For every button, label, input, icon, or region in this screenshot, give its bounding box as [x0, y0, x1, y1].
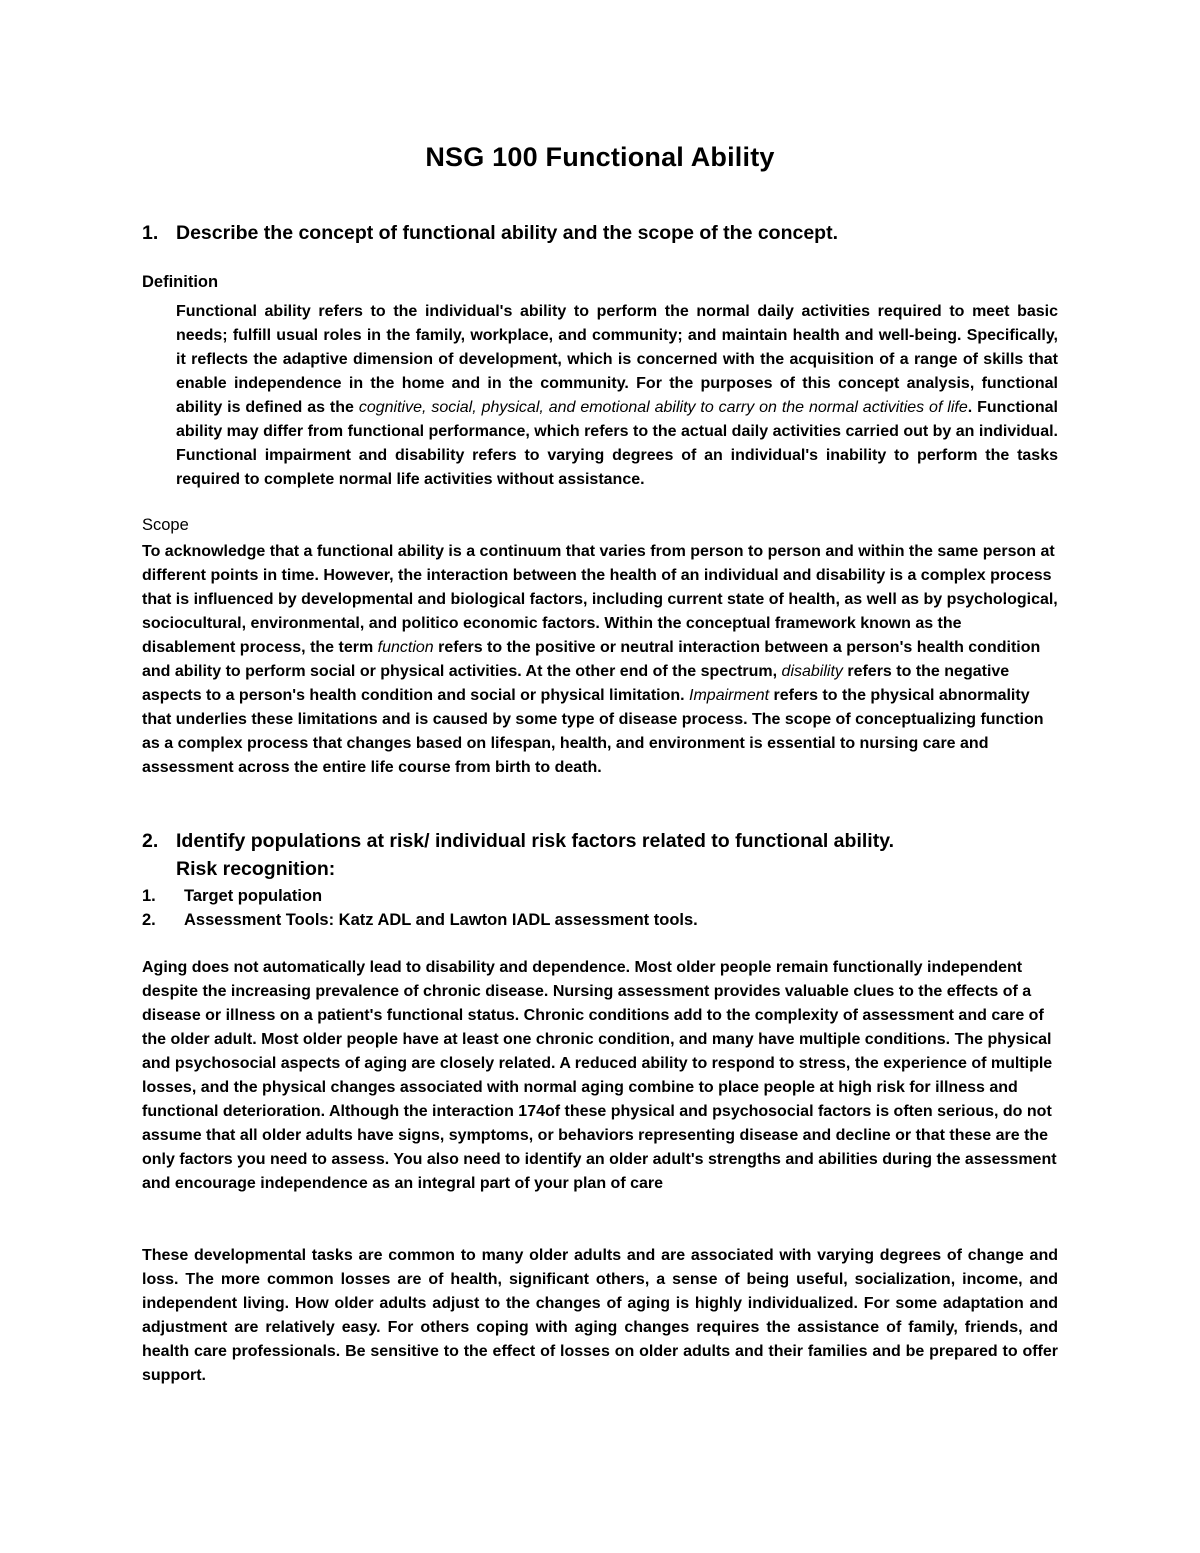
risk-recognition-heading: Risk recognition:	[176, 858, 336, 880]
list-item	[142, 908, 698, 932]
scope-text-part-4: refers to the physical abnormality that underlies these limitations and is caused by some type of disease process. The scope of conceptualizing function as a complex process that changes based on lifespan, health, and environment is essential to nursing care and assessment across the entire life course from birth to death.	[142, 687, 1044, 776]
question-1-heading	[142, 222, 838, 245]
scope-text-part-3: refers to the negative aspects to a person's health condition and social or physical limitation.	[142, 663, 1010, 704]
scope-emphasis-disability: disability	[781, 663, 843, 680]
scope-label: Scope	[142, 516, 189, 534]
scope-emphasis-impairment: Impairment	[689, 687, 770, 704]
question-1-text: Describe the concept of functional ability and the scope of the concept.	[176, 222, 839, 244]
risk-recognition-list	[142, 884, 698, 932]
question-2-text: Identify populations at risk/ individual risk factors related to functional ability.	[176, 830, 895, 852]
question-1-number: 1.	[142, 222, 159, 244]
list-item-number: 2.	[142, 911, 156, 929]
aging-paragraph: Aging does not automatically lead to disability and dependence. Most older people remain functionally independent despite the increasing prevalence of chronic disease. Nursing assessment provides valuable clues to the effects of a disease or illness on a patient's functional status. Chronic conditions add to the complexity of assessment and care of the older adult. Most older people have at least one chronic condition, and many have multiple conditions. The physical and psychosocial aspects of aging are closely related. A reduced ability to respond to stress, the experience of multiple losses, and the physical changes associated with normal aging combine to place people at high risk for illness and functional deterioration. Although the interaction 174of these physical and psychosocial factors is often serious, do not assume that all older adults have signs, symptoms, or behaviors representing disease and decline or that these are the only factors you need to assess. You also need to identify an older adult's strengths and abilities during the assessment and encourage independence as an integral part of your plan of care	[142, 959, 1057, 1192]
definition-paragraph	[176, 300, 1058, 492]
definition-emphasis: cognitive, social, physical, and emotional ability to carry on the normal activities of life	[358, 399, 968, 416]
developmental-tasks-paragraph: These developmental tasks are common to many older adults and are associated with varying degrees of change and loss. The more common losses are of health, significant others, a sense of being useful, socialization, income, and independent living. How older adults adjust to the changes of aging is highly individualized. For some adaptation and adjustment are relatively easy. For others coping with aging changes requires the assistance of family, friends, and health care professionals. Be sensitive to the effect of losses on older adults and their families and be prepared to offer support.	[142, 1247, 1058, 1384]
list-item-text: Target population	[184, 887, 323, 905]
definition-text-part-1: Functional ability refers to the individual's ability to perform the normal daily activities required to meet basic needs; fulfill usual roles in the family, workplace, and community; and maintain health and well-being. Specifically, it reflects the adaptive dimension of development, which is concerned with the acquisition of a range of skills that enable independence in the home and in the community. For the purposes of this concept analysis, functional ability is defined as the	[176, 303, 1058, 416]
page-title: NSG 100 Functional Ability	[425, 142, 775, 172]
scope-text-part-1: To acknowledge that a functional ability is a continuum that varies from person to person and within the same person at different points in time. However, the interaction between the health of an individual and disability is a complex process that is influenced by developmental and biological factors, including current state of health, as well as by psychological, sociocultural, environmental, and politico economic factors. Within the conceptual framework known as the disablement process, the term	[142, 543, 1058, 656]
list-item	[142, 884, 698, 908]
list-item-text: Assessment Tools: Katz ADL and Lawton IADL assessment tools.	[184, 911, 698, 929]
scope-paragraph	[142, 540, 1058, 780]
question-2-number: 2.	[142, 830, 159, 852]
definition-text-part-2: . Functional ability may differ from functional performance, which refers to the actual daily activities carried out by an individual. Functional impairment and disability refers to varying degrees of an individual's inability to perform the tasks required to complete normal life activities without assistance.	[176, 399, 1059, 488]
question-2-heading	[142, 830, 894, 853]
scope-emphasis-function: function	[377, 639, 434, 656]
scope-text-part-2: refers to the positive or neutral interaction between a person's health condition and ability to perform social or physical activities. At the other end of the spectrum,	[142, 639, 1041, 680]
definition-label: Definition	[142, 273, 219, 291]
list-item-number: 1.	[142, 887, 156, 905]
